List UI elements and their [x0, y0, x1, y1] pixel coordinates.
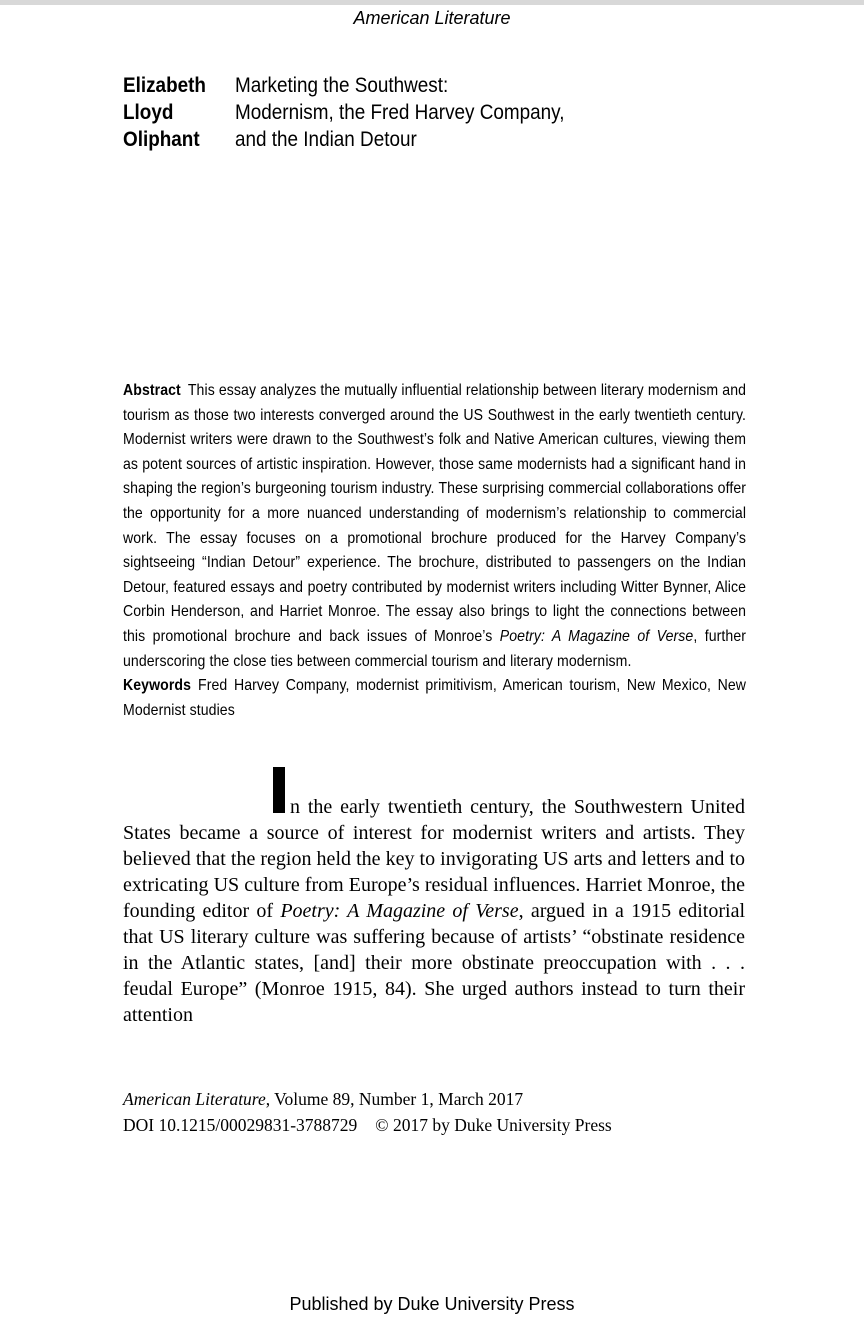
author-line: Lloyd: [123, 101, 174, 124]
doi-copyright-line: [123, 1112, 612, 1138]
keywords-text: Fred Harvey Company, modernist primitivism, American tourism, New Mexico, New Modernist studies: [123, 677, 747, 719]
byline-block: [123, 72, 601, 153]
running-head-journal-title: American Literature: [353, 8, 511, 28]
raised-capital-letter: [273, 767, 285, 813]
copyright-text: © 2017 by Duke University Press: [375, 1115, 612, 1135]
doi-text: DOI 10.1215/00029831-3788729: [123, 1115, 358, 1135]
keywords-paragraph: [123, 674, 746, 723]
poetry-magazine-title: Poetry: A Magazine of Verse: [280, 900, 519, 922]
poetry-magazine-title: Poetry: A Magazine of Verse: [499, 627, 694, 645]
citation-volume-info: , Volume 89, Number 1, March 2017: [265, 1089, 524, 1109]
citation-footer: [123, 1086, 612, 1138]
article-title-line: Modernism, the Fred Harvey Company,: [235, 101, 565, 124]
abstract-paragraph: [123, 379, 746, 674]
published-by-line: Published by Duke University Press: [289, 1294, 575, 1314]
author-line: Oliphant: [123, 128, 200, 151]
body-text: n the early twentieth century, the Southwestern United States became a source of interest for modernist writers and artists. They believed that the region held the key to invigorating US arts and letters and to extricating US culture from Europe’s residual influences. Harriet Monroe, the founding editor of: [123, 796, 745, 922]
article-title: [235, 72, 564, 153]
author-line: Elizabeth: [123, 74, 206, 97]
abstract-label: Abstract: [123, 382, 181, 399]
body-text-continued: , argued in a 1915 editorial that US literary culture was suffering because of artists’ “obstinate residence in the Atlantic states, [and] their more obstinate preoccupation with . . . feudal Europe” (Monroe 1915, 84). She urged authors instead to turn their attention: [123, 900, 746, 1026]
abstract-text: This essay analyzes the mutually influential relationship between literary modernism and tourism as those two interests converged around the US Southwest in the early twentieth century. Modernist writers were drawn to the Southwest’s folk and Native American cultures, viewing them as potent sources of artistic inspiration. However, those same modernists had a significant hand in shaping the region’s burgeoning tourism industry. These surprising commercial collaborations offer the opportunity for a more nuanced understanding of modernism’s relationship to commercial work. The essay focuses on a promotional brochure produced for the Harvey Company’s sightseeing “Indian Detour” experience. The brochure, distributed to passengers on the Indian Detour, featured essays and poetry contributed by modernist writers including Witter Bynner, Alice Corbin Henderson, and Harriet Monroe. The essay also brings to light the connections between this promotional brochure and back issues of Monroe’s: [123, 382, 747, 645]
body-first-paragraph: [123, 767, 745, 1028]
keywords-label: Keywords: [123, 677, 192, 695]
journal-title-italic: American Literature: [123, 1089, 266, 1109]
abstract-keywords-block: [123, 379, 746, 723]
author-name: [123, 72, 224, 153]
window-top-strip: [0, 0, 864, 5]
citation-line: [123, 1086, 612, 1112]
article-title-line: and the Indian Detour: [235, 128, 417, 151]
article-title-line: Marketing the Southwest:: [235, 74, 449, 97]
abstract-text-continued: , further underscoring the close ties between commercial tourism and literary modernism.: [123, 627, 747, 670]
